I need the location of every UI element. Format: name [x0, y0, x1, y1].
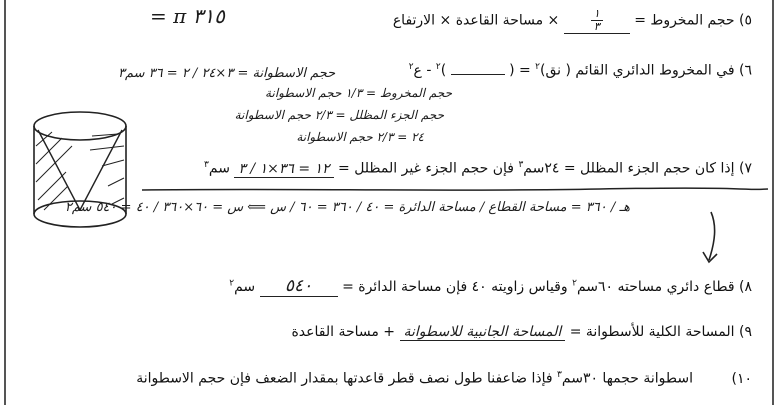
- q8-number: ٨): [739, 279, 752, 295]
- q6-number: ٦): [739, 62, 752, 79]
- q7-sup: ٣: [518, 160, 524, 170]
- q7-answer: ١٢ = ٣٦×١ / ٣: [238, 160, 330, 177]
- q10-number: ١٠): [731, 370, 752, 387]
- q6-note-3: ٢٤ = ٢/٣ حجم الاسطوانة: [296, 130, 424, 144]
- q8-unit: سم: [234, 279, 256, 295]
- q8-unit-sup: ٢: [229, 278, 235, 289]
- q5-fraction: [591, 8, 603, 33]
- q9-answer-blank: [400, 324, 566, 341]
- q5-frac-num: ١: [591, 8, 603, 21]
- q9-text-2: + مساحة القاعدة: [291, 324, 396, 340]
- q7-number: ٧): [739, 160, 752, 177]
- q9-number: ٩): [739, 324, 752, 340]
- q5-blank: [564, 8, 630, 34]
- q6-equals-open: = (: [509, 62, 531, 79]
- q5-frac-den: ٣: [593, 20, 600, 33]
- q7-answer-blank: [234, 161, 333, 178]
- q10-text: اسطوانة حجمها ٣٠سم: [561, 370, 694, 387]
- right-margin-line: [772, 0, 774, 405]
- q8-answer-blank: [260, 276, 338, 297]
- q6-text: في المخروط الدائري القائم ( نق): [540, 62, 735, 79]
- q8-answer: ٥٤٠: [284, 276, 313, 296]
- q6-sup-2: ٢: [435, 62, 441, 72]
- q9-item: [291, 324, 752, 341]
- q10-text-2: فإذا ضاعفنا طول نصف قطر قاعدتها بمقدار الضعف فإن حجم الاسطوانة: [136, 370, 553, 387]
- q5-handwritten-answer: ٣١٥ π =: [150, 4, 225, 28]
- q10-sup: ٣: [557, 370, 562, 380]
- q8-text: قطاع دائري مساحته ٦٠سم: [576, 279, 735, 295]
- q5-number: ٥): [739, 12, 752, 29]
- q10-item: [136, 370, 752, 387]
- q6-close: ): [440, 62, 447, 79]
- q7-unit: سم: [208, 160, 230, 177]
- q8-item: [229, 276, 752, 297]
- q7-working-equation: هـ / ٣٦٠ = مساحة القطاع / مساحة الدائرة = ٤٠ / ٣٦٠ = ٦٠ / س ⟸ س = ٦٠×٣٦٠ / ٤٠ = ٥٤٠ سم٢: [64, 200, 630, 215]
- q5-item: [393, 8, 752, 34]
- q7-text-2: فإن حجم الجزء غير المظلل =: [338, 160, 514, 177]
- q8-sup: ٢: [572, 278, 577, 289]
- q6-sup-3: ٢: [408, 62, 414, 72]
- q6-item: [409, 62, 752, 79]
- q6-blank: [451, 74, 505, 75]
- separator-stroke: [140, 186, 770, 194]
- q8-text-2: وقياس زاويته ٤٠ فإن مساحة الدائرة =: [342, 279, 568, 295]
- q6-note-2: حجم الجزء المظلل = ٢/٣ حجم الاسطوانة: [234, 108, 444, 122]
- q7-item: [204, 160, 752, 178]
- q5-text-before: حجم المخروط =: [634, 12, 735, 29]
- left-margin-line: [4, 0, 6, 405]
- q6-minus-h: - ع: [413, 62, 432, 79]
- cylinder-cone-sketch: [22, 106, 142, 236]
- q7-text: إذا كان حجم الجزء المظلل = ٢٤سم: [523, 160, 735, 177]
- down-arrow: [695, 210, 725, 268]
- q6-note-1: حجم المخروط = ١/٣ حجم الاسطوانة: [265, 86, 452, 100]
- q5-text-after: × مساحة القاعدة × الارتفاع: [392, 12, 560, 29]
- q6-side-note: حجم الاسطوانة = ٣×٢٤ / ٢ = ٣٦ سم٣: [118, 66, 336, 81]
- q9-answer: المساحة الجانبية للاسطوانة: [403, 324, 562, 340]
- q6-sup-1: ٢: [535, 62, 541, 72]
- q7-unit-sup: ٣: [204, 160, 209, 170]
- q9-text: المساحة الكلية للأسطوانة =: [569, 324, 735, 340]
